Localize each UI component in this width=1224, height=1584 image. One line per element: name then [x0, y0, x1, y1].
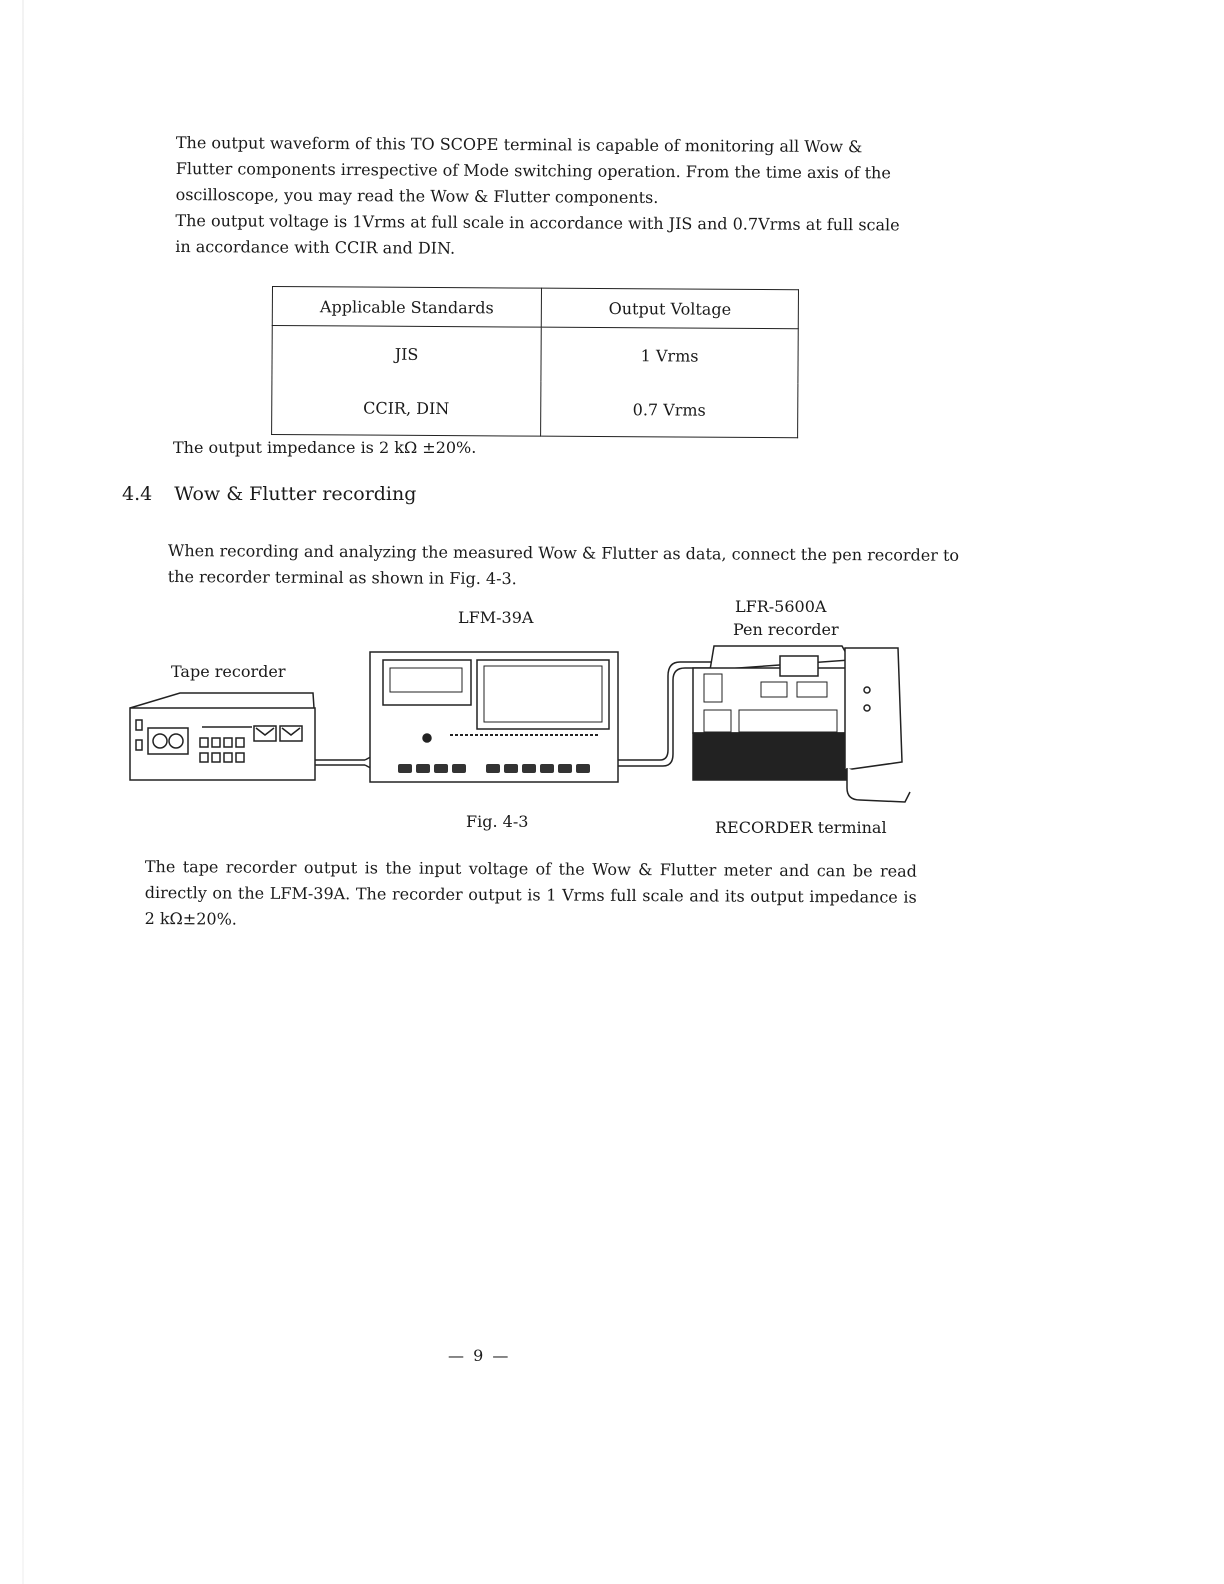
intro-paragraph: [175, 130, 901, 264]
tape-recorder-label: Tape recorder: [171, 662, 286, 681]
cell-voltage: 0.7 Vrms: [541, 382, 798, 438]
intro-line: The output waveform of this TO SCOPE terminal is capable of monitoring all Wow &: [175, 132, 863, 157]
section-heading: [122, 483, 416, 505]
closing-paragraph: The tape recorder output is the input voltage of the Wow & Flutter meter and can be read directly on the LFM-39A. The recorder output is 1 Vrms full scale and its output impedance is 2 kΩ±20%.: [144, 856, 917, 929]
impedance-note: The output impedance is 2 kΩ ±20%.: [173, 438, 477, 457]
table-header-row: [272, 287, 798, 329]
lfr-5600a-illustration: [693, 646, 910, 802]
section-number: 4.4: [122, 483, 153, 505]
standards-table: [271, 286, 799, 438]
table-row: [272, 380, 798, 438]
recorder-terminal-label: RECORDER terminal: [715, 818, 887, 837]
cell-standard: CCIR, DIN: [272, 380, 541, 436]
cell-standard: JIS: [272, 326, 541, 382]
recording-paragraph: [167, 538, 960, 595]
pen-recorder-label: Pen recorder: [733, 620, 839, 639]
connection-diagram: [120, 640, 920, 820]
intro-line: in accordance with CCIR and DIN.: [175, 236, 456, 258]
figure-caption: Fig. 4-3: [466, 812, 529, 831]
scan-edge-shadow: [22, 0, 24, 1584]
page-number: — 9 —: [448, 1346, 511, 1365]
lfm-39a-label: LFM-39A: [458, 608, 534, 627]
recording-line: the recorder terminal as shown in Fig. 4-3.: [167, 566, 517, 589]
intro-line: The output voltage is 1Vrms at full scale in accordance with JIS and 0.7Vrms at full scale: [175, 210, 900, 235]
lfr-5600a-label: LFR-5600A: [735, 597, 827, 616]
cell-voltage: 1 Vrms: [541, 327, 798, 383]
tape-recorder-illustration: [130, 693, 315, 780]
header-output-voltage: Output Voltage: [541, 288, 798, 329]
header-applicable-standards: Applicable Standards: [272, 287, 541, 328]
intro-line: Flutter components irrespective of Mode switching operation. From the time axis of the: [175, 158, 891, 183]
table-row: [272, 326, 798, 384]
section-title: Wow & Flutter recording: [174, 483, 417, 505]
intro-line: oscilloscope, you may read the Wow & Flutter components.: [175, 184, 659, 207]
lfm-39a-illustration: [370, 652, 618, 782]
recording-line: When recording and analyzing the measured Wow & Flutter as data, connect the pen recorder to: [167, 540, 960, 565]
